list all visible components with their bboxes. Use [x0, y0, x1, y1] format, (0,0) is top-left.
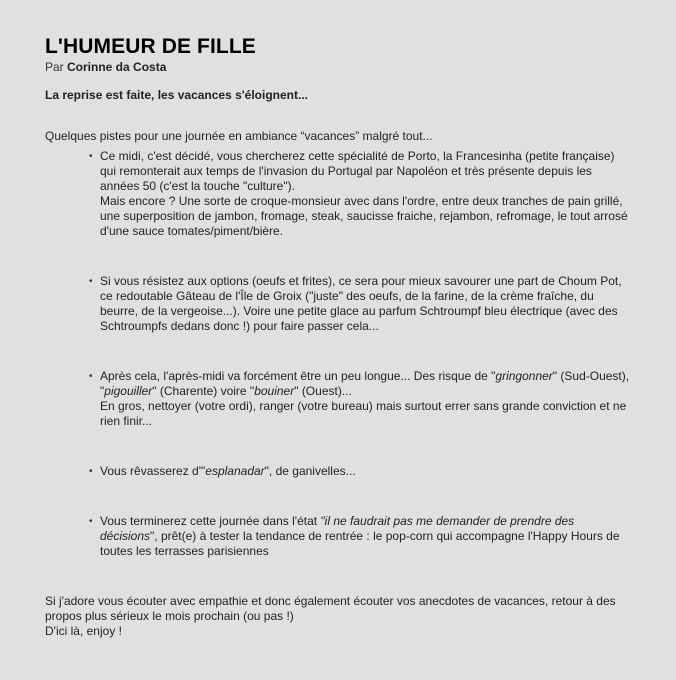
- item-text: " (Sud-Ouest), ": [100, 369, 630, 398]
- item-text: ", de ganivelles...: [264, 464, 356, 478]
- bullet-icon: •: [89, 516, 93, 527]
- outro-text: Si j'adore vous écouter avec empathie et donc également écouter vos anecdotes de vacances, retour à des propos plus sérieux le mois prochain (ou pas !): [45, 594, 616, 623]
- list-item: [89, 149, 630, 239]
- item-emphasis: esplanadar: [205, 464, 265, 478]
- list-item: [89, 514, 630, 559]
- item-emphasis: bouiner: [254, 384, 295, 398]
- item-text: " (Charente) voire ": [152, 384, 255, 398]
- list-item: [89, 274, 630, 334]
- item-text: Vous terminerez cette journée dans l'état: [100, 514, 321, 528]
- byline: [45, 60, 635, 75]
- item-emphasis: "il ne faudrait pas me demander de prendre des décisions: [100, 514, 575, 543]
- article: [45, 34, 635, 639]
- bullet-icon: •: [89, 276, 93, 287]
- item-text: ", prêt(e) à tester la tendance de rentrée : le pop-corn qui accompagne l'Happy Hours de toutes les terrasses parisiennes: [100, 529, 620, 558]
- item-emphasis: pigouiller: [104, 384, 153, 398]
- article-title: L'HUMEUR DE FILLE: [45, 35, 256, 58]
- signoff-text: D'ici là, enjoy !: [45, 624, 122, 638]
- item-text: Ce midi, c'est décidé, vous chercherez cette spécialité de Porto, la Francesinha (petite française) qui remonterait aux temps de l'invasion du Portugal par Napoléon et très présente depuis les années 50 (c'est la touche "culture").: [100, 149, 615, 193]
- tips-list: [45, 149, 635, 559]
- author-name: Corinne da Costa: [67, 60, 167, 74]
- item-text: Si vous résistez aux options (oeufs et frites), ce sera pour mieux savourer une part de Choum Pot, ce redoutable Gâteau de l'Île de Groix ("juste" des oeufs, de la farine, de la crème fraîche, du beurre, de la vergeoise...). Voire une petite glace au parfum Schtroumpf bleu électrique (avec des Schtroumpfs dedans donc !) pour faire passer cela...: [100, 274, 622, 333]
- item-text: Après cela, l'après-midi va forcément être un peu longue... Des risque de ": [100, 369, 496, 383]
- article-outro: [45, 594, 635, 639]
- bullet-icon: •: [89, 371, 93, 382]
- item-text: Mais encore ? Une sorte de croque-monsieur avec dans l'ordre, entre deux tranches de pain grillé, une superposition de jambon, fromage, steak, saucisse fraiche, rejambon, refromage, le tout arrosé d'une sauce tomates/piment/bière.: [100, 194, 628, 238]
- list-item: [89, 369, 630, 429]
- bullet-icon: •: [89, 466, 93, 477]
- item-text: En gros, nettoyer (votre ordi), ranger (votre bureau) mais surtout errer sans grande conviction et ne rien finir...: [100, 399, 627, 428]
- article-lead: La reprise est faite, les vacances s'éloignent...: [45, 88, 308, 102]
- byline-prefix: Par: [45, 60, 68, 74]
- list-item: [89, 464, 630, 479]
- item-text: Vous rêvasserez d'": [100, 464, 206, 478]
- item-text: " (Ouest)...: [294, 384, 352, 398]
- article-intro: Quelques pistes pour une journée en ambiance “vacances” malgré tout...: [45, 129, 433, 143]
- bullet-icon: •: [89, 151, 93, 162]
- item-emphasis: gringonner: [495, 369, 553, 383]
